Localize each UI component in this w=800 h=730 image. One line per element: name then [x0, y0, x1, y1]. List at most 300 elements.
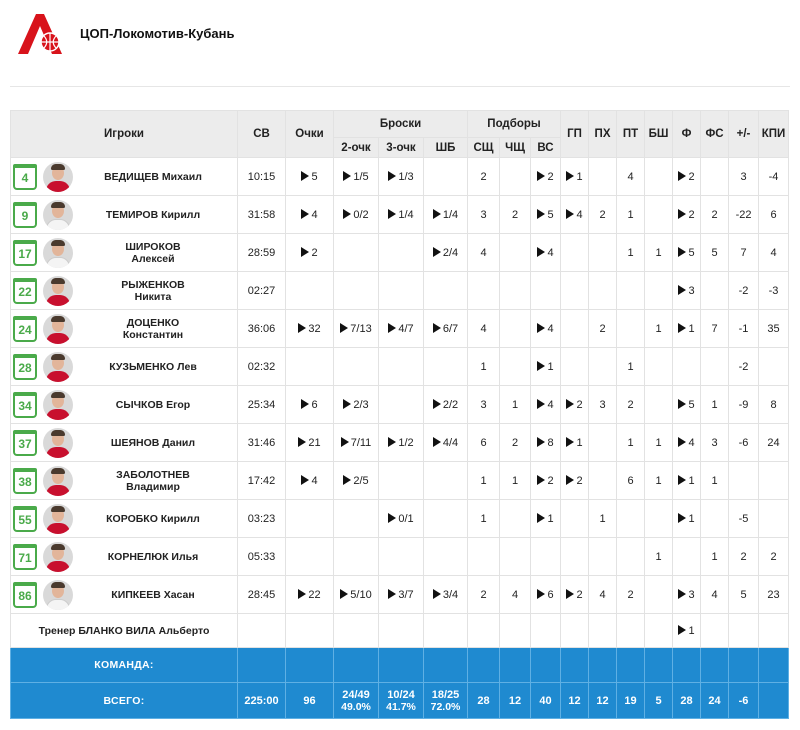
stat-efficiency	[759, 462, 789, 500]
stat-2pt	[334, 500, 379, 538]
player-name[interactable]: КУЗЬМЕНКО Лев	[109, 360, 197, 373]
stat-fouls[interactable]: 3	[673, 272, 701, 310]
play-icon	[678, 285, 686, 295]
stat-offensive-rebounds: 3	[468, 386, 500, 424]
stat-minutes: 17:42	[238, 462, 286, 500]
stat-total-rebounds[interactable]: 4	[531, 386, 561, 424]
player-photo	[43, 580, 73, 610]
stat-efficiency	[759, 348, 789, 386]
player-photo	[43, 276, 73, 306]
stat-turnovers: 2	[589, 310, 617, 348]
jersey-number: 9	[13, 202, 37, 228]
stat-defensive-rebounds: 1	[500, 386, 531, 424]
player-name[interactable]: ТЕМИРОВ Кирилл	[105, 208, 201, 221]
stat-assists	[561, 234, 589, 272]
player-cell[interactable]	[11, 348, 238, 386]
play-icon	[298, 589, 306, 599]
stat-turnovers	[589, 424, 617, 462]
stat-minutes: 28:45	[238, 576, 286, 614]
stat-total-rebounds[interactable]: 1	[531, 500, 561, 538]
stat-free-throws	[424, 462, 468, 500]
stat-steals: 4	[617, 158, 645, 196]
stat-steals: 2	[617, 386, 645, 424]
play-icon	[388, 171, 396, 181]
header-steals[interactable]: ПТ	[617, 111, 645, 158]
stat-fouls	[673, 538, 701, 576]
play-icon	[388, 513, 396, 523]
play-icon	[537, 399, 545, 409]
play-icon	[341, 437, 349, 447]
stat-steals: 1	[617, 348, 645, 386]
stat-2pt	[334, 234, 379, 272]
stat-steals	[617, 272, 645, 310]
stat-2pt	[334, 348, 379, 386]
stat-plus-minus: 7	[729, 234, 759, 272]
stat-blocks	[645, 386, 673, 424]
stat-fouls[interactable]: 5	[673, 386, 701, 424]
coach-row	[11, 614, 789, 648]
play-icon	[433, 209, 441, 219]
stat-total-rebounds[interactable]: 6	[531, 576, 561, 614]
play-icon	[340, 323, 348, 333]
stat-blocks	[645, 500, 673, 538]
stat-free-throws	[424, 500, 468, 538]
player-photo	[43, 238, 73, 268]
play-icon	[566, 399, 574, 409]
player-cell[interactable]	[11, 462, 238, 500]
stat-assists	[561, 500, 589, 538]
player-cell[interactable]	[11, 310, 238, 348]
stat-plus-minus: 3	[729, 158, 759, 196]
play-icon	[298, 323, 306, 333]
stat-fouls[interactable]: 1	[673, 310, 701, 348]
totals-efficiency	[759, 683, 789, 719]
club-logo-icon	[14, 12, 66, 56]
play-icon	[566, 209, 574, 219]
stat-2pt[interactable]: 7/11	[334, 424, 379, 462]
stat-offensive-rebounds: 2	[468, 158, 500, 196]
player-name[interactable]: КОРНЕЛЮК Илья	[107, 550, 199, 563]
player-photo	[43, 390, 73, 420]
play-icon	[433, 247, 441, 257]
stat-2pt[interactable]: 5/10	[334, 576, 379, 614]
player-cell[interactable]	[11, 576, 238, 614]
stat-2pt	[334, 538, 379, 576]
play-icon	[537, 209, 545, 219]
player-cell[interactable]	[11, 196, 238, 234]
player-row	[11, 234, 789, 272]
player-row	[11, 348, 789, 386]
stat-points	[286, 538, 334, 576]
stat-assists[interactable]: 1	[561, 424, 589, 462]
stat-total-rebounds[interactable]: 2	[531, 462, 561, 500]
stat-defensive-rebounds	[500, 538, 531, 576]
stat-fouls-drawn	[701, 272, 729, 310]
jersey-number: 55	[13, 506, 37, 532]
stat-points[interactable]: 4	[286, 462, 334, 500]
stat-fouls-drawn: 1	[701, 538, 729, 576]
player-name[interactable]: КОРОБКО Кирилл	[106, 512, 200, 525]
stat-steals: 1	[617, 196, 645, 234]
stat-blocks	[645, 272, 673, 310]
player-cell[interactable]	[11, 538, 238, 576]
player-cell[interactable]	[11, 424, 238, 462]
stat-turnovers	[589, 462, 617, 500]
stat-efficiency: 2	[759, 538, 789, 576]
totals-defensive-rebounds: 12	[500, 683, 531, 719]
stat-total-rebounds	[531, 538, 561, 576]
totals-2pt: 24/49 49.0%	[334, 683, 379, 719]
stat-defensive-rebounds: 1	[500, 462, 531, 500]
play-icon	[340, 589, 348, 599]
stat-fouls[interactable]: 5	[673, 234, 701, 272]
stat-total-rebounds[interactable]: 5	[531, 196, 561, 234]
stat-turnovers	[589, 538, 617, 576]
player-cell[interactable]	[11, 272, 238, 310]
stat-points[interactable]: 5	[286, 158, 334, 196]
stat-minutes: 28:59	[238, 234, 286, 272]
stat-plus-minus: -22	[729, 196, 759, 234]
player-row	[11, 424, 789, 462]
player-row	[11, 500, 789, 538]
player-photo	[43, 542, 73, 572]
stat-plus-minus: -5	[729, 500, 759, 538]
stat-minutes: 05:33	[238, 538, 286, 576]
player-row	[11, 310, 789, 348]
player-name[interactable]: СЫЧКОВ Егор	[115, 398, 191, 411]
stat-efficiency: 23	[759, 576, 789, 614]
coach-name: Тренер БЛАНКО ВИЛА Альберто	[11, 614, 238, 648]
stat-points[interactable]: 22	[286, 576, 334, 614]
stat-efficiency: -3	[759, 272, 789, 310]
header-3pt[interactable]: 3-очк	[379, 138, 424, 158]
header-efficiency[interactable]: КПИ	[759, 111, 789, 158]
stat-3pt	[379, 538, 424, 576]
stat-assists[interactable]: 4	[561, 196, 589, 234]
team-row-label: КОМАНДА:	[11, 648, 238, 683]
stat-points[interactable]: 32	[286, 310, 334, 348]
stat-3pt[interactable]: 1/4	[379, 196, 424, 234]
stat-steals: 6	[617, 462, 645, 500]
stat-plus-minus: 2	[729, 538, 759, 576]
stat-fouls	[673, 348, 701, 386]
stat-free-throws[interactable]: 3/4	[424, 576, 468, 614]
stat-points[interactable]: 21	[286, 424, 334, 462]
stat-efficiency: 24	[759, 424, 789, 462]
stat-fouls-drawn	[701, 500, 729, 538]
header-points[interactable]: Очки	[286, 111, 334, 158]
totals-plus-minus: -6	[729, 683, 759, 719]
team-row	[11, 648, 789, 683]
stat-fouls[interactable]: 4	[673, 424, 701, 462]
stat-fouls-drawn: 2	[701, 196, 729, 234]
play-icon	[678, 323, 686, 333]
totals-fouls-drawn: 24	[701, 683, 729, 719]
totals-offensive-rebounds: 28	[468, 683, 500, 719]
header-free-throws[interactable]: ШБ	[424, 138, 468, 158]
player-row	[11, 386, 789, 424]
header-fouls[interactable]: Ф	[673, 111, 701, 158]
stat-minutes: 02:27	[238, 272, 286, 310]
stat-defensive-rebounds	[500, 158, 531, 196]
stat-3pt[interactable]: 3/7	[379, 576, 424, 614]
header-assists[interactable]: ГП	[561, 111, 589, 158]
stat-blocks: 1	[645, 462, 673, 500]
play-icon	[537, 171, 545, 181]
play-icon	[537, 513, 545, 523]
stat-plus-minus: -6	[729, 424, 759, 462]
stat-fouls[interactable]: 2	[673, 196, 701, 234]
totals-assists: 12	[561, 683, 589, 719]
stat-plus-minus: 5	[729, 576, 759, 614]
header-turnovers[interactable]: ПХ	[589, 111, 617, 158]
stat-steals	[617, 538, 645, 576]
play-icon	[678, 475, 686, 485]
stat-assists	[561, 272, 589, 310]
play-icon	[301, 209, 309, 219]
stat-turnovers: 2	[589, 196, 617, 234]
totals-label: ВСЕГО:	[11, 683, 238, 719]
player-row	[11, 576, 789, 614]
player-name[interactable]: РЫЖЕНКОВ Никита	[121, 278, 185, 303]
stat-fouls-drawn: 4	[701, 576, 729, 614]
stat-3pt	[379, 462, 424, 500]
stat-defensive-rebounds: 2	[500, 196, 531, 234]
stat-free-throws[interactable]: 2/2	[424, 386, 468, 424]
stat-blocks: 1	[645, 234, 673, 272]
jersey-number: 86	[13, 582, 37, 608]
play-icon	[433, 323, 441, 333]
stat-efficiency: 8	[759, 386, 789, 424]
stat-offensive-rebounds: 1	[468, 348, 500, 386]
play-icon	[537, 475, 545, 485]
stat-steals: 1	[617, 234, 645, 272]
play-icon	[433, 399, 441, 409]
player-row	[11, 196, 789, 234]
stat-3pt	[379, 348, 424, 386]
stat-3pt[interactable]: 4/7	[379, 310, 424, 348]
header-players[interactable]: Игроки	[11, 111, 238, 158]
jersey-number: 71	[13, 544, 37, 570]
stat-free-throws[interactable]: 2/4	[424, 234, 468, 272]
totals-points: 96	[286, 683, 334, 719]
player-cell[interactable]	[11, 234, 238, 272]
stat-defensive-rebounds	[500, 234, 531, 272]
player-photo	[43, 428, 73, 458]
stat-assists[interactable]: 2	[561, 386, 589, 424]
stat-assists	[561, 538, 589, 576]
stat-3pt[interactable]: 0/1	[379, 500, 424, 538]
stat-minutes: 31:46	[238, 424, 286, 462]
stat-minutes: 10:15	[238, 158, 286, 196]
stat-2pt[interactable]: 0/2	[334, 196, 379, 234]
stat-plus-minus: -2	[729, 348, 759, 386]
player-photo	[43, 162, 73, 192]
stat-total-rebounds[interactable]: 1	[531, 348, 561, 386]
stat-free-throws[interactable]: 6/7	[424, 310, 468, 348]
stat-fouls-drawn: 7	[701, 310, 729, 348]
stat-minutes: 31:58	[238, 196, 286, 234]
play-icon	[678, 513, 686, 523]
stat-fouls-drawn	[701, 158, 729, 196]
header-plus-minus[interactable]: +/-	[729, 111, 759, 158]
stat-offensive-rebounds: 1	[468, 462, 500, 500]
totals-steals: 19	[617, 683, 645, 719]
stat-free-throws[interactable]: 1/4	[424, 196, 468, 234]
header-minutes[interactable]: СВ	[238, 111, 286, 158]
play-icon	[678, 437, 686, 447]
stat-3pt[interactable]: 1/3	[379, 158, 424, 196]
play-icon	[566, 475, 574, 485]
stat-steals: 2	[617, 576, 645, 614]
stat-defensive-rebounds	[500, 310, 531, 348]
play-icon	[298, 437, 306, 447]
header-2pt[interactable]: 2-очк	[334, 138, 379, 158]
player-row	[11, 158, 789, 196]
stat-free-throws	[424, 538, 468, 576]
play-icon	[678, 247, 686, 257]
stat-3pt	[379, 386, 424, 424]
stat-minutes: 02:32	[238, 348, 286, 386]
stat-free-throws	[424, 348, 468, 386]
stat-blocks	[645, 576, 673, 614]
play-icon	[537, 247, 545, 257]
player-row	[11, 272, 789, 310]
stat-3pt[interactable]: 1/2	[379, 424, 424, 462]
stat-total-rebounds[interactable]: 4	[531, 310, 561, 348]
stat-points[interactable]: 6	[286, 386, 334, 424]
stat-assists[interactable]: 2	[561, 462, 589, 500]
play-icon	[301, 399, 309, 409]
stat-minutes: 25:34	[238, 386, 286, 424]
header-offensive-rebounds[interactable]: СЩ	[468, 138, 500, 158]
play-icon	[301, 247, 309, 257]
jersey-number: 37	[13, 430, 37, 456]
totals-row	[11, 683, 789, 719]
stat-turnovers	[589, 234, 617, 272]
stat-plus-minus: -9	[729, 386, 759, 424]
stat-3pt	[379, 234, 424, 272]
play-icon	[388, 437, 396, 447]
totals-3pt: 10/24 41.7%	[379, 683, 424, 719]
player-photo	[43, 466, 73, 496]
play-icon	[301, 475, 309, 485]
stat-fouls-drawn: 1	[701, 462, 729, 500]
stat-steals	[617, 310, 645, 348]
stat-total-rebounds[interactable]: 8	[531, 424, 561, 462]
stat-2pt[interactable]: 2/3	[334, 386, 379, 424]
totals-blocks: 5	[645, 683, 673, 719]
stat-points	[286, 500, 334, 538]
stat-fouls[interactable]: 2	[673, 158, 701, 196]
stat-total-rebounds	[531, 272, 561, 310]
play-icon	[566, 171, 574, 181]
header-shots: Броски	[334, 111, 468, 138]
stat-blocks: 1	[645, 424, 673, 462]
stat-points[interactable]: 2	[286, 234, 334, 272]
jersey-number: 34	[13, 392, 37, 418]
stat-efficiency: 4	[759, 234, 789, 272]
stat-fouls-drawn: 3	[701, 424, 729, 462]
stat-plus-minus: -1	[729, 310, 759, 348]
player-name[interactable]: ШЕЯНОВ Данил	[110, 436, 196, 449]
stat-free-throws	[424, 272, 468, 310]
stat-fouls[interactable]: 1	[673, 500, 701, 538]
stat-fouls[interactable]: 3	[673, 576, 701, 614]
player-name[interactable]: ВЕДИЩЕВ Михаил	[104, 170, 202, 183]
stat-free-throws[interactable]: 4/4	[424, 424, 468, 462]
totals-turnovers: 12	[589, 683, 617, 719]
stat-assists[interactable]: 1	[561, 158, 589, 196]
play-icon	[537, 437, 545, 447]
header-fouls-drawn[interactable]: ФС	[701, 111, 729, 158]
totals-total-rebounds: 40	[531, 683, 561, 719]
stat-total-rebounds[interactable]: 2	[531, 158, 561, 196]
player-name[interactable]: ЗАБОЛОТНЕВ Владимир	[116, 468, 190, 493]
stat-fouls-drawn: 1	[701, 386, 729, 424]
header-blocks[interactable]: БШ	[645, 111, 673, 158]
player-photo	[43, 314, 73, 344]
stat-efficiency: 6	[759, 196, 789, 234]
stat-assists[interactable]: 2	[561, 576, 589, 614]
play-icon	[678, 171, 686, 181]
stat-2pt	[334, 272, 379, 310]
stat-points[interactable]: 4	[286, 196, 334, 234]
stat-fouls[interactable]: 1	[673, 462, 701, 500]
stat-free-throws	[424, 158, 468, 196]
play-icon	[433, 437, 441, 447]
stat-2pt[interactable]: 1/5	[334, 158, 379, 196]
stat-minutes: 36:06	[238, 310, 286, 348]
stat-blocks	[645, 196, 673, 234]
play-icon	[537, 361, 545, 371]
stat-defensive-rebounds	[500, 500, 531, 538]
player-name[interactable]: ШИРОКОВ Алексей	[125, 240, 181, 265]
player-name[interactable]: ДОЦЕНКО Константин	[122, 316, 184, 341]
play-icon	[566, 589, 574, 599]
jersey-number: 24	[13, 316, 37, 342]
stat-2pt[interactable]: 7/13	[334, 310, 379, 348]
play-icon	[301, 171, 309, 181]
player-row	[11, 462, 789, 500]
stat-offensive-rebounds: 3	[468, 196, 500, 234]
play-icon	[566, 437, 574, 447]
team-title: ЦОП-Локомотив-Кубань	[80, 26, 235, 41]
player-cell[interactable]	[11, 386, 238, 424]
stat-turnovers: 4	[589, 576, 617, 614]
coach-fouls[interactable]: 1	[673, 614, 701, 648]
player-photo	[43, 352, 73, 382]
play-icon	[433, 589, 441, 599]
stat-total-rebounds[interactable]: 4	[531, 234, 561, 272]
play-icon	[343, 399, 351, 409]
header-total-rebounds[interactable]: ВС	[531, 138, 561, 158]
stat-turnovers	[589, 158, 617, 196]
play-icon	[388, 323, 396, 333]
stat-defensive-rebounds: 4	[500, 576, 531, 614]
stat-efficiency: 35	[759, 310, 789, 348]
stat-efficiency	[759, 500, 789, 538]
stat-defensive-rebounds	[500, 348, 531, 386]
player-row	[11, 538, 789, 576]
play-icon	[388, 209, 396, 219]
player-name[interactable]: КИПКЕЕВ Хасан	[111, 588, 195, 601]
player-cell[interactable]	[11, 158, 238, 196]
stat-2pt[interactable]: 2/5	[334, 462, 379, 500]
player-cell[interactable]	[11, 500, 238, 538]
stat-defensive-rebounds	[500, 272, 531, 310]
header-defensive-rebounds[interactable]: ЧЩ	[500, 138, 531, 158]
